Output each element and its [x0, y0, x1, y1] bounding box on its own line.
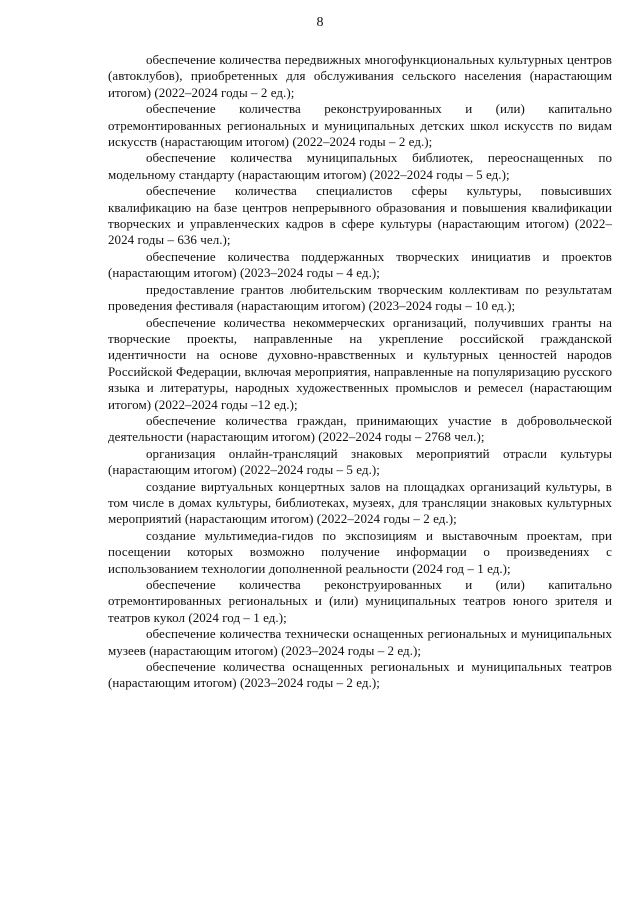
paragraph-13: обеспечение количества технически оснащенных региональных и муниципальных музеев (нарастающим итогом) (2023–2024 годы – 2 ед.); — [108, 626, 612, 658]
paragraph-6: предоставление грантов любительским творческим коллективам по результатам проведения фестиваля (нарастающим итогом) (2023–2024 годы – 10 ед.); — [108, 281, 612, 314]
paragraph-12: обеспечение количества реконструированных и (или) капитально отремонтированных региональных и (или) муниципальных театров юного зрителя и театров кукол (2024 год – 1 ед.); — [108, 577, 612, 625]
document-body — [108, 52, 612, 692]
paragraph-14: обеспечение количества оснащенных региональных и муниципальных театров (нарастающим итогом) (2023–2024 годы – 2 ед.); — [108, 659, 612, 691]
paragraph-7: обеспечение количества некоммерческих организаций, получивших гранты на творческие проекты, направленные на укрепление российской гражданской идентичности на основе духовно-нравственных и культурных ценностей народов Российской Федерации, включая мероприятия, направленные на популяризацию русского языка и литературы, народных художественных промыслов и ремесел (нарастающим итогом) (2022–2024 годы –12 ед.); — [108, 314, 612, 412]
paragraph-1: обеспечение количества передвижных многофункциональных культурных центров (автоклубов), приобретенных для обслуживания сельского населения (нарастающим итогом) (2022–2024 годы – 2 ед.); — [108, 52, 612, 100]
paragraph-3: обеспечение количества муниципальных библиотек, переоснащенных по модельному стандарту (нарастающим итогом) (2022–2024 годы – 5 ед.); — [108, 150, 612, 182]
paragraph-5: обеспечение количества поддержанных творческих инициатив и проектов (нарастающим итогом) (2023–2024 годы – 4 ед.); — [108, 248, 612, 281]
paragraph-8: обеспечение количества граждан, принимающих участие в добровольческой деятельности (нарастающим итогом) (2022–2024 годы – 2768 чел.); — [108, 412, 612, 445]
paragraph-10: создание виртуальных концертных залов на площадках организаций культуры, в том числе в домах культуры, библиотеках, музеях, для трансляции знаковых культурных мероприятий (нарастающим итогом) (2022–2024 годы – 2 ед.); — [108, 478, 612, 527]
page-number: 8 — [316, 15, 324, 30]
paragraph-4: обеспечение количества специалистов сферы культуры, повысивших квалификацию на базе центров непрерывного образования и повышения квалификации творческих и управленческих кадров в сфере культуры (нарастающим итогом) (2022–2024 годы – 636 чел.); — [108, 183, 612, 248]
paragraph-11: создание мультимедиа-гидов по экспозициям и выставочным проектам, при посещении которых возможно получение информации о произведениях с использованием технологии дополненной реальности (2024 год – 1 ед.); — [108, 527, 612, 576]
paragraph-9: организация онлайн-трансляций знаковых мероприятий отрасли культуры (нарастающим итогом) (2022–2024 годы – 5 ед.); — [108, 445, 612, 478]
paragraph-2: обеспечение количества реконструированных и (или) капитально отремонтированных региональных и муниципальных детских школ искусств по видам искусств (нарастающим итогом) (2022–2024 годы – 2 ед.); — [108, 101, 612, 150]
